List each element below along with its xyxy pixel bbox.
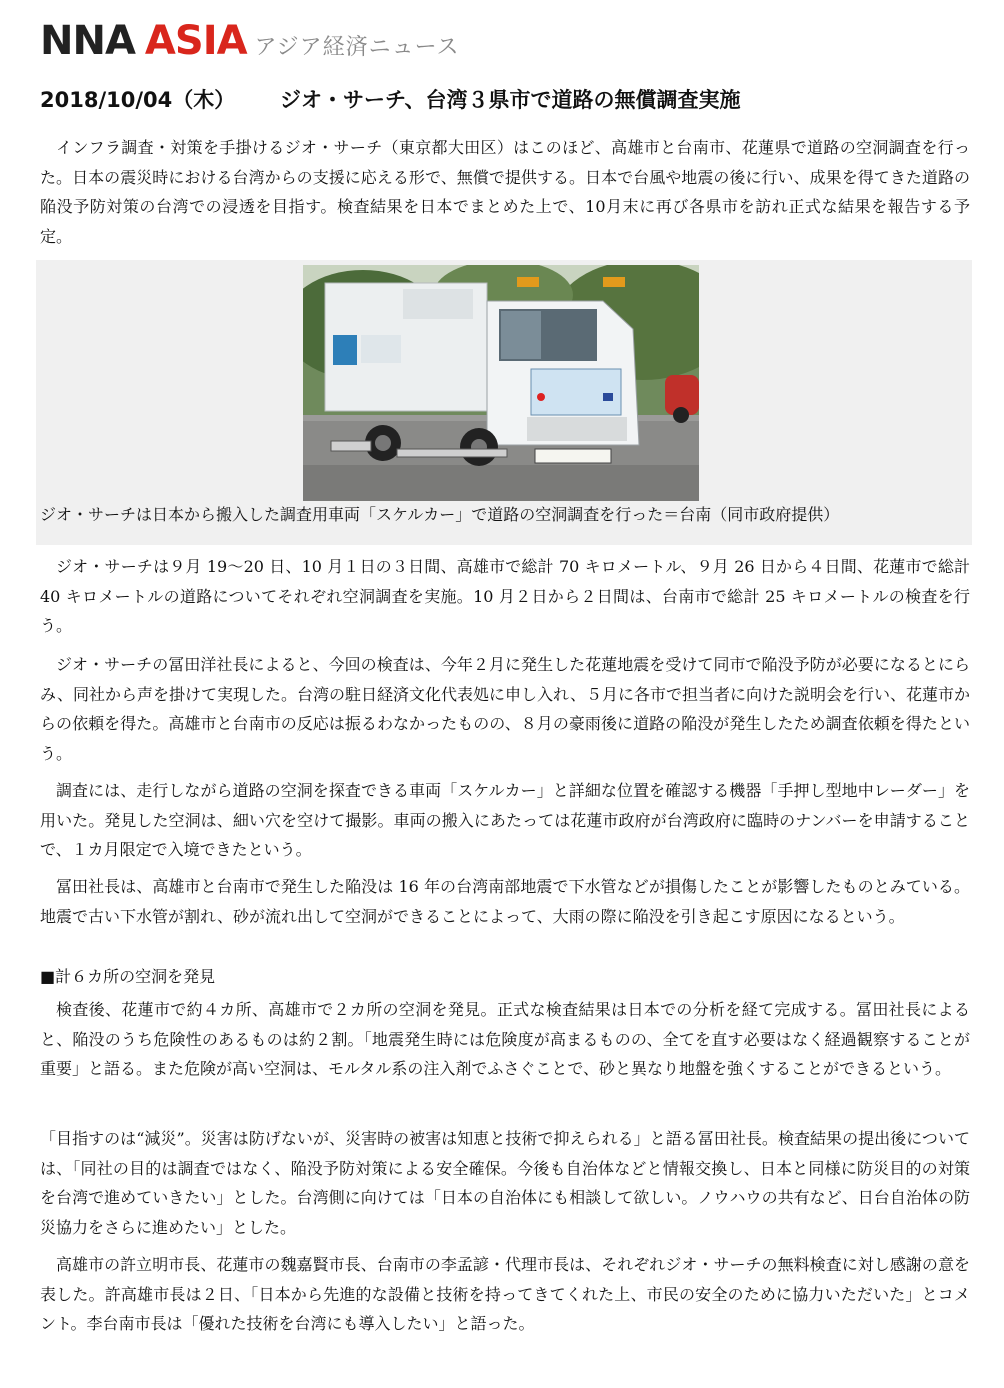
article-paragraph-2: ジオ・サーチの冨田洋社長によると、今回の検査は、今年２月に発生した花蓮地震を受けて同市で陥没予防が必要になるとにらみ、同社から声を掛けて実現した。台湾の駐日経済文化代表処に申し入れ、５月に各市で担当者に向けた説明会を行い、花蓮市からの依頼を得た。高雄市と台南市の反応は振るわなかったものの、８月の豪雨後に道路の陥没が発生したため調査依頼を得たという。 xyxy=(40,655,970,763)
article-figure xyxy=(36,260,972,545)
article-paragraph-4: 冨田社長は、高雄市と台南市で発生した陥没は 16 年の台湾南部地震で下水管などが損傷したことが影響したものとみている。地震で古い下水管が割れ、砂が流れ出して空洞ができることによって、大雨の際に陥没を引き起こす原因になるという。 xyxy=(40,877,970,926)
article-lead: インフラ調査・対策を手掛けるジオ・サーチ（東京都大田区）はこのほど、高雄市と台南市、花蓮県で道路の空洞調査を行った。日本の震災時における台湾からの支援に応える形で、無償で提供する。日本で台風や地震の後に行い、成果を得てきた道路の陥没予防対策の台湾での浸透を目指す。検査結果を日本でまとめた上で、10月末に再び各県市を訪れ正式な結果を報告する予定。 xyxy=(40,138,970,246)
article-paragraph-3: 調査には、走行しながら道路の空洞を探査できる車両「スケルカー」と詳細な位置を確認する機器「手押し型地中レーダー」を用いた。発見した空洞は、細い穴を空けて撮影。車両の搬入にあたっては花蓮市政府が台湾政府に臨時のナンバーを申請することで、１カ月限定で入境できたという。 xyxy=(40,781,970,859)
section-heading: ■計６カ所の空洞を発見 xyxy=(40,967,216,986)
article-title: ジオ・サーチ、台湾３県市で道路の無償調査実施 xyxy=(280,88,741,112)
logo-nna: NNA xyxy=(40,18,135,64)
article-paragraph-7: 高雄市の許立明市長、花蓮市の魏嘉賢市長、台南市の李孟諺・代理市長は、それぞれジオ・サーチの無料検査に対し感謝の意を表した。許高雄市長は２日、「日本から先進的な設備と技術を持ってきてくれた上、市民の安全のために協力いただいた」とコメント。李台南市長は「優れた技術を台湾にも導入したい」と語った。 xyxy=(40,1255,970,1333)
truck-photo xyxy=(303,265,699,501)
photo-caption: ジオ・サーチは日本から搬入した調査用車両「スケルカー」で道路の空洞調査を行った＝台南（同市政府提供） xyxy=(40,505,840,524)
article-paragraph-6: 「目指すのは“減災”。災害は防げないが、災害時の被害は知恵と技術で抑えられる」と語る冨田社長。検査結果の提出後については、「同社の目的は調査ではなく、陥没予防対策による安全確保。今後も自治体などと情報交換し、日本と同様に防災目的の対策を台湾で進めていきたい」とした。台湾側に向けては「日本の自治体にも相談して欲しい。ノウハウの共有など、日台自治体の防災協力をさらに進めたい」とした。 xyxy=(40,1129,970,1237)
site-header xyxy=(40,18,460,68)
article-date: 2018/10/04（木） xyxy=(40,88,236,112)
article-title-row xyxy=(40,84,970,114)
logo-subtitle: アジア経済ニュース xyxy=(254,35,460,60)
logo-asia: ASIA xyxy=(144,18,247,64)
article-paragraph-1: ジオ・サーチは９月 19〜20 日、10 月１日の３日間、高雄市で総計 70 キロメートル、９月 26 日から４日間、花蓮市で総計 40 キロメートルの道路についてそれぞれ空洞調査を実施。10 月２日から２日間は、台南市で総計 25 キロメートルの検査を行う。 xyxy=(40,557,970,635)
article-paragraph-5: 検査後、花蓮市で約４カ所、高雄市で２カ所の空洞を発見。正式な検査結果は日本での分析を経て完成する。冨田社長によると、陥没のうち危険性のあるものは約２割。「地震発生時には危険度が高まるものの、全てを直す必要はなく経過観察することが重要」と語る。また危険が高い空洞は、モルタル系の注入剤でふさぐことで、砂と異なり地盤を強くすることができるという。 xyxy=(40,1000,970,1078)
